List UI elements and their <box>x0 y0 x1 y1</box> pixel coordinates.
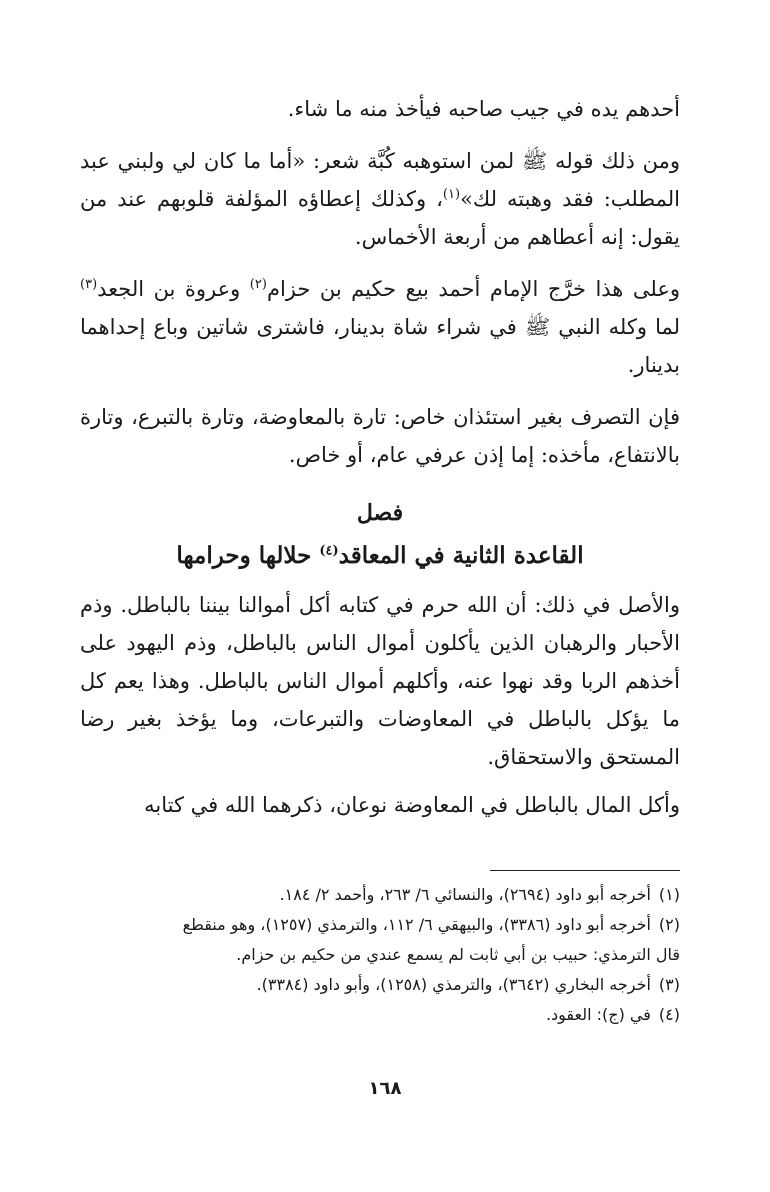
footnote-text: في (ج): العقود. <box>545 1005 651 1024</box>
footnote-text: أخرجه أبو داود (٣٣٨٦)، والبيهقي ٦/ ١١٢، والترمذي (١٢٥٧)، وهو منقطع <box>182 915 651 934</box>
paragraph-4 <box>80 398 680 474</box>
footnote-ref-4: (٤) <box>319 543 339 559</box>
section-label: فصل <box>356 500 404 526</box>
footnote-1 <box>80 880 680 910</box>
footnote-number: (١) <box>658 885 680 904</box>
footnotes <box>80 880 680 1030</box>
paragraph-1 <box>80 90 680 128</box>
paragraph-3-text-c: لما وكله النبي ﷺ في شراء شاة بدينار، فاشترى شاتين وباع إحداهما بدينار. <box>80 315 680 377</box>
footnote-number: (٢) <box>658 915 680 934</box>
footnote-2-continuation: قال الترمذي: حبيب بن أبي ثابت لم يسمع عندي من حكيم بن حزام. <box>236 945 680 964</box>
footnote-ref-2: (٢) <box>249 277 267 292</box>
paragraph-3-text-b: وعروة بن الجعد <box>97 277 250 301</box>
footnote-divider <box>490 870 680 871</box>
page-body <box>80 90 680 834</box>
paragraph-2-text-a: ومن ذلك قوله ﷺ لمن استوهبه كُبَّة شعر: «أما ما كان لي ولبني عبد المطلب: فقد وهبته لك» <box>80 149 680 211</box>
paragraph-3 <box>80 270 680 384</box>
page-number: ١٦٨ <box>368 1078 402 1099</box>
paragraph-6: وأكل المال بالباطل في المعاوضة نوعان، ذكرهما الله في كتابه <box>144 793 680 817</box>
paragraph-1-text: أحدهم يده في جيب صاحبه فيأخذ منه ما شاء. <box>287 97 680 121</box>
paragraph-3-text-a: وعلى هذا خرَّج الإمام أحمد بيع حكيم بن حزام <box>266 277 680 301</box>
footnote-text: أخرجه البخاري (٣٦٤٢)، والترمذي (١٢٥٨)، وأبو داود (٣٣٨٤). <box>256 975 651 994</box>
footnote-4 <box>80 1000 680 1030</box>
section-title-text-b: حلالها وحرامها <box>176 542 320 569</box>
section-title <box>80 536 680 576</box>
paragraph-2-text-b: ، وكذلك إعطاؤه المؤلفة قلوبهم عند من يقول: إنه أعطاهم من أربعة الأخماس. <box>80 187 680 249</box>
footnote-text: أخرجه أبو داود (٢٦٩٤)، والنسائي ٦/ ٢٦٣، وأحمد ٢/ ١٨٤. <box>279 885 651 904</box>
paragraph-4-text: فإن التصرف بغير استئذان خاص: تارة بالمعاوضة، وتارة بالتبرع، وتارة بالانتفاع، مأخذه: إما إذن عرفي عام، أو خاص. <box>80 405 680 467</box>
footnote-ref-3: (٣) <box>80 277 98 292</box>
footnote-number: (٤) <box>658 1005 680 1024</box>
paragraph-5: والأصل في ذلك: أن الله حرم في كتابه أكل أموالنا بيننا بالباطل. وذم الأحبار والرهبان الذين يأكلون أموال الناس بالباطل، وذم اليهود على أخذهم الربا وقد نهوا عنه، وأكلهم أموال الناس بالباطل. وهذا يعم كل ما يؤكل بالباطل في المعاوضات والتبرعات، وما يؤخذ بغير رضا المستحق والاستحقاق. <box>80 593 680 769</box>
footnote-2 <box>80 910 680 940</box>
section-body <box>80 586 680 824</box>
footnote-ref-1: (١) <box>442 187 461 202</box>
paragraph-2 <box>80 142 680 256</box>
section-title-text-a: القاعدة الثانية في المعاقد <box>338 542 584 569</box>
footnote-number: (٣) <box>658 975 680 994</box>
footnote-3 <box>80 970 680 1000</box>
